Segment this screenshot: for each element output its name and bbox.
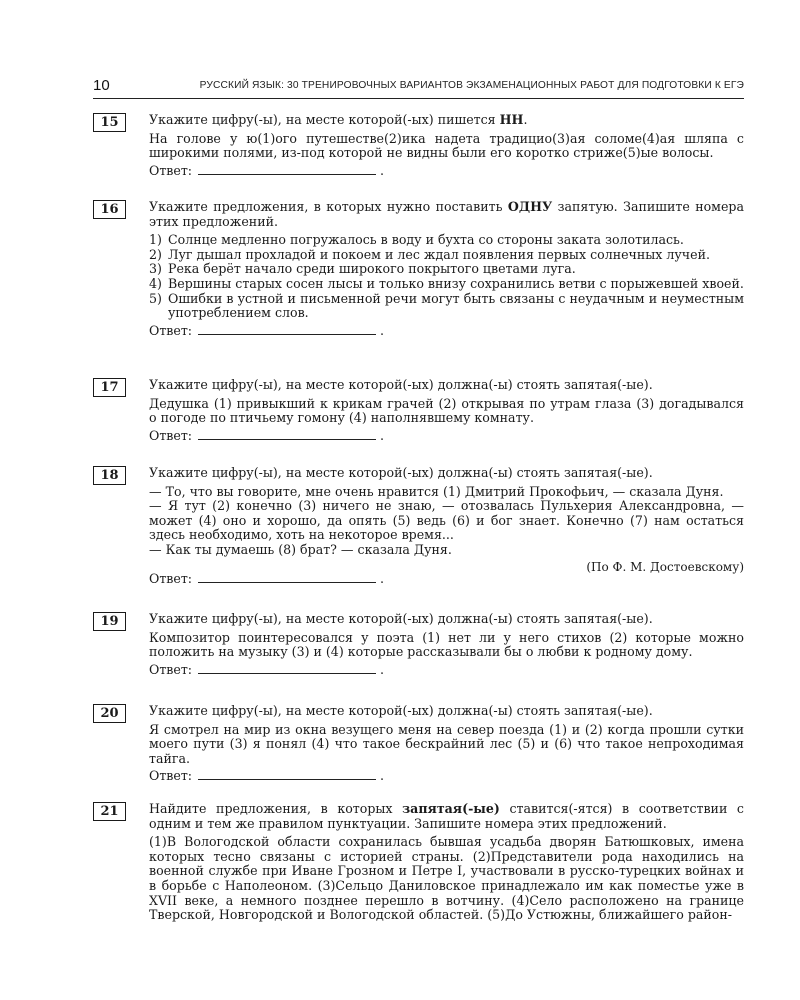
item-text: Река берёт начало среди широкого покрытого цветами луга. bbox=[168, 261, 576, 277]
item-number: 1) bbox=[149, 232, 162, 248]
question-emphasis: НН bbox=[499, 112, 524, 127]
list-item bbox=[149, 233, 744, 248]
answer-row bbox=[149, 324, 744, 339]
task-text: Композитор поинтересовался у поэта (1) нет ли у него стихов (2) которые можно положить на музыку (3) и (4) которые рассказывали бы о любви к родному дому. bbox=[149, 629, 744, 660]
task-body bbox=[149, 704, 744, 784]
task-body bbox=[149, 378, 744, 443]
answer-field[interactable] bbox=[198, 164, 376, 175]
task-19 bbox=[93, 612, 744, 677]
answer-field[interactable] bbox=[198, 572, 376, 583]
answer-field[interactable] bbox=[198, 663, 376, 674]
list-item bbox=[149, 292, 744, 321]
task-question: Укажите цифру(-ы), на месте которой(-ых) должна(-ы) стоять запятая(-ые). bbox=[149, 703, 653, 718]
item-text: Ошибки в устной и письменной речи могут быть связаны с неудачным и неуместным употреблением слов. bbox=[168, 290, 744, 321]
question-emphasis: запятая(-ые) bbox=[402, 801, 500, 816]
question-text-end: . bbox=[523, 112, 528, 127]
question-text-end: ставится(-ятся) в соответствии с одним и тем же правилом пунктуации. Запишите номера этих предложений. bbox=[149, 801, 744, 831]
item-number: 4) bbox=[149, 275, 162, 291]
task-body bbox=[149, 802, 744, 923]
answer-row bbox=[149, 663, 744, 678]
task-number-box: 18 bbox=[93, 466, 126, 485]
answer-dot: . bbox=[380, 661, 385, 677]
item-text: Вершины старых сосен лысы и только внизу сохранились ветви с порыжевшей хвоей. bbox=[168, 275, 744, 291]
task-body bbox=[149, 612, 744, 677]
list-item bbox=[149, 262, 744, 277]
answer-dot: . bbox=[380, 162, 385, 178]
task-15 bbox=[93, 113, 744, 178]
task-text: На голове у ю(1)ого путешестве(2)ика надета традицио(3)ая соломе(4)ая шляпа с широкими полями, из-под которой не видны были его коротко стриже(5)ые волосы. bbox=[149, 130, 744, 161]
question-text: Укажите цифру(-ы), на месте которой(-ых) пишется bbox=[149, 112, 500, 127]
answer-label: Ответ: bbox=[149, 571, 193, 587]
question-emphasis: ОДНУ bbox=[507, 199, 553, 214]
source-attribution: (По Ф. М. Достоевскому) bbox=[586, 559, 744, 574]
task-number-box: 15 bbox=[93, 113, 126, 132]
page-header bbox=[93, 76, 744, 99]
sentence-list bbox=[149, 233, 744, 321]
task-question bbox=[149, 113, 744, 128]
answer-label: Ответ: bbox=[149, 427, 193, 443]
answer-label: Ответ: bbox=[149, 661, 193, 677]
answer-row bbox=[149, 429, 744, 444]
list-item bbox=[149, 277, 744, 292]
task-number-box: 21 bbox=[93, 802, 126, 821]
task-18 bbox=[93, 466, 744, 587]
answer-row bbox=[149, 164, 744, 179]
task-question: Укажите цифру(-ы), на месте которой(-ых) должна(-ы) стоять запятая(-ые). bbox=[149, 377, 653, 392]
list-item bbox=[149, 248, 744, 263]
item-number: 2) bbox=[149, 246, 162, 262]
task-number-box: 20 bbox=[93, 704, 126, 723]
task-text: Дедушка (1) привыкший к крикам грачей (2) открывая по утрам глаза (3) догадывался о погоде по птичьему гомону (4) наполнявшему комнату. bbox=[149, 395, 744, 426]
task-body bbox=[149, 113, 744, 178]
page-number: 10 bbox=[93, 77, 110, 94]
item-text: Луг дышал прохладой и покоем и лес ждал появления первых солнечных лучей. bbox=[168, 246, 710, 262]
answer-field[interactable] bbox=[198, 324, 376, 335]
item-number: 5) bbox=[149, 290, 162, 306]
answer-field[interactable] bbox=[198, 429, 376, 440]
answer-label: Ответ: bbox=[149, 322, 193, 338]
item-number: 3) bbox=[149, 261, 162, 277]
answer-row bbox=[149, 769, 744, 784]
answer-label: Ответ: bbox=[149, 162, 193, 178]
task-number-box: 16 bbox=[93, 200, 126, 219]
task-question bbox=[149, 802, 744, 831]
task-question bbox=[149, 200, 744, 229]
task-16 bbox=[93, 200, 744, 338]
running-title: РУССКИЙ ЯЗЫК: 30 ТРЕНИРОВОЧНЫХ ВАРИАНТОВ ЭКЗАМЕНАЦИОННЫХ РАБОТ ДЛЯ ПОДГОТОВКИ К ЕГЭ bbox=[199, 80, 744, 91]
task-question: Укажите цифру(-ы), на месте которой(-ых) должна(-ы) стоять запятая(-ые). bbox=[149, 465, 653, 480]
answer-dot: . bbox=[380, 427, 385, 443]
task-body bbox=[149, 466, 744, 587]
question-text: Найдите предложения, в которых bbox=[149, 801, 403, 816]
answer-dot: . bbox=[380, 768, 385, 784]
task-number-box: 19 bbox=[93, 612, 126, 631]
task-question: Укажите цифру(-ы), на месте которой(-ых) должна(-ы) стоять запятая(-ые). bbox=[149, 611, 653, 626]
task-21 bbox=[93, 802, 744, 923]
dialog-line: — Я тут (2) конечно (3) ничего не знаю, — отозвалась Пульхерия Александровна, — может (4) оно и хорошо, да опять (5) ведь (6) и бог знает. Конечно (7) нам остаться здесь необходимо, хоть на некоторое время... bbox=[149, 498, 744, 543]
task-body bbox=[149, 200, 744, 338]
task-text: (1)В Вологодской области сохранилась бывшая усадьба дворян Батюшковых, имена которых тесно связаны с историей страны. (2)Представители рода находились на военной службе при Иване Грозном и Петре I, участвовали в русско-турецких войнах и в борьбе с Наполеоном. (3)Сельцо Даниловское принадлежало им как поместье уже в XVII веке, а немного позднее перешло в вотчину. (4)Село расположено на границе Тверской, Новгородской и Вологодской областей. (5)До Устюжны, ближайшего район- bbox=[149, 834, 744, 923]
item-text: Солнце медленно погружалось в воду и бухта со стороны заката золотилась. bbox=[168, 232, 684, 248]
task-20 bbox=[93, 704, 744, 784]
dialog-line: — Как ты думаешь (8) брат? — сказала Дуня. bbox=[149, 541, 452, 557]
answer-dot: . bbox=[380, 571, 385, 587]
task-text: Я смотрел на мир из окна везущего меня на север поезда (1) и (2) когда прошли сутки моего пути (3) я понял (4) что такое бескрайний лес (5) и (6) что такое непроходимая тайга. bbox=[149, 721, 744, 766]
answer-row bbox=[149, 572, 744, 587]
task-number-box: 17 bbox=[93, 378, 126, 397]
answer-field[interactable] bbox=[198, 769, 376, 780]
answer-label: Ответ: bbox=[149, 768, 193, 784]
question-text-end: запятую. Запишите номера этих предложений. bbox=[149, 199, 744, 229]
task-17 bbox=[93, 378, 744, 443]
answer-dot: . bbox=[380, 322, 385, 338]
dialog-line: — То, что вы говорите, мне очень нравится (1) Дмитрий Прокофьич, — сказала Дуня. bbox=[149, 483, 724, 499]
question-text: Укажите предложения, в которых нужно поставить bbox=[149, 199, 508, 214]
